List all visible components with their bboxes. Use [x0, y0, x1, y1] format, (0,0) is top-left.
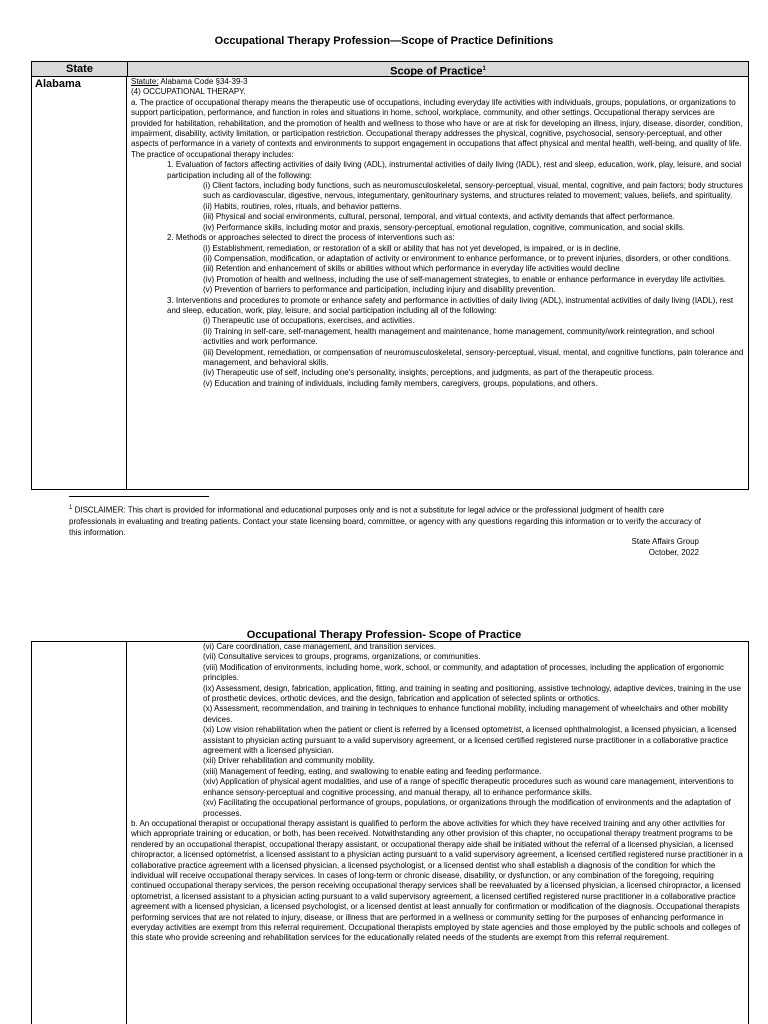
scope-paragraph: (xii) Driver rehabilitation and community mobility. — [203, 756, 375, 766]
state-name: Alabama — [32, 77, 127, 489]
scope-paragraph: (iv) Promotion of health and wellness, including the use of self-management strategies, to enable or enhance performance in everyday life activities. — [203, 274, 726, 284]
scope-paragraph: (iv) Therapeutic use of self, including one's personality, insights, perceptions, and judgments, as part of the therapeutic process. — [203, 368, 655, 378]
scope-paragraph: (v) Prevention of barriers to performance and participation, including injury and disability prevention. — [203, 285, 556, 295]
table-row — [32, 642, 748, 1024]
statute-label: Statute: — [131, 77, 159, 86]
scope-paragraph: b. An occupational therapist or occupational therapy assistant is qualified to perform the above activities for which they have received training and any other activities for which appropriate training or education, or both, has been received. Notwithstanding any other provision of this chapter, no occupational therapy treatment programs to be rendered by an occupational therapist, occupational therapy assistant, or occupational therapy aide shall be initiated without the referral of a licensed physician, a licensed chiropractor, a licensed optometrist, a licensed assistant to a physician acting pursuant to a valid supervisory agreement, a licensed certified registered nurse practitioner in a collaborative practice agreement with a licensed physician, a licensed psychologist, or a licensed dentist who shall establish a diagnosis of the condition for which the individual will receive occupational therapy services. In cases of long-term or chronic disease, disability, or dysfunction, or any combination of the foregoing, requiring continued occupational therapy services, the person receiving occupational therapy services shall be reevaluated by a licensed physician, a licensed chiropractor, a licensed optometrist, a licensed assistant to a physician acting pursuant to a valid supervisory agreement, a licensed certified registered nurse practitioner in a collaborative practice agreement with a licensed physician, a licensed psychologist, or a licensed dentist at least annually for confirmation or modification of the diagnosis. Occupational therapists performing services that are not related to injury, disease, or illness that are performed in a wellness or community setting for the purposes of enhancing performance in everyday activities are exempt from this referral requirement. Occupational therapists employed by state agencies and those employed by the public schools and colleges of this state who provide screening and rehabilitation services for the educationally related needs of the students are exempt from this referral requirement. — [131, 818, 743, 943]
header-scope — [128, 62, 748, 76]
footnote-mark: 1 — [69, 505, 73, 511]
footnote-ref: 1 — [482, 66, 486, 72]
scope-paragraph: a. The practice of occupational therapy means the therapeutic use of occupations, including everyday life activities with individuals, groups, populations, or organizations to support participation, performance, and function in roles and situations in home, school, workplace, community, and other settings. Occupational therapy services are provided for habilitation, rehabilitation, and the promotion of health and wellness to those who have or are at risk for developing an illness, injury, disease, disorder, condition, impairment, disability, activity limitation, or participation restriction. Occupational therapy addresses the physical, cognitive, psychosocial, sensory-perceptual, and other aspects of performance in a variety of contexts and environments to support engagement in occupations that affect physical and mental health, well-being, and quality of life. The practice of occupational therapy includes: — [131, 97, 743, 159]
scope-paragraph: (iii) Development, remediation, or compensation of neuromusculoskeletal, sensory-perceptual, visual, mental, and cognitive functions, pain tolerance and management, and behavioral skills. — [203, 347, 744, 367]
statute-citation: Alabama Code §34-39-3 — [158, 77, 248, 86]
scope-text — [127, 642, 748, 1024]
scope-paragraph: (4) OCCUPATIONAL THERAPY. — [131, 87, 246, 97]
scope-paragraph: (i) Establishment, remediation, or restoration of a skill or ability that has not yet developed, is impaired, or is in decline. — [203, 243, 621, 253]
scope-paragraph: (xiii) Management of feeding, eating, and swallowing to enable eating and feeding performance. — [203, 766, 542, 776]
disclaimer-footnote — [69, 503, 709, 538]
scope-paragraph: (xi) Low vision rehabilitation when the patient or client is referred by a licensed optometrist, a licensed ophthalmologist, a licensed physician, a licensed assistant to physician acting pursuant to a valid supervisory agreement, or a licensed certified registered nurse practitioner in a collaborative practice agreement with a licensed physician. — [203, 725, 737, 756]
scope-paragraph: (vi) Care coordination, case management, and transition services. — [203, 642, 436, 651]
footnote-divider — [69, 496, 209, 497]
scope-paragraph: 3. Interventions and procedures to promote or enhance safety and performance in activities of daily living (ADL), instrumental activities of daily living (IADL), rest and sleep, education, work, play, leisure, and social participation including all of the following: — [167, 295, 734, 315]
scope-paragraph: (ii) Habits, routines, roles, rituals, and behavior patterns. — [203, 201, 402, 211]
disclaimer-text: DISCLAIMER: This chart is provided for informational and educational purposes only and is not a substitute for legal advice or the professional judgment of health care professionals in evaluating and treating patients. Contact your state licensing board, committee, or agency with any questions regarding this information or to verify the accuracy of this information. — [69, 505, 701, 537]
state-cell-empty — [32, 642, 127, 1024]
header-state: State — [32, 62, 128, 76]
signature-org: State Affairs Group — [631, 537, 699, 546]
table-row — [32, 77, 748, 489]
scope-paragraph: (iii) Physical and social environments, cultural, personal, temporal, and virtual contexts, and activity demands that affect performance. — [203, 212, 675, 222]
scope-paragraph: (vii) Consultative services to groups, programs, organizations, or communities. — [203, 652, 481, 662]
scope-paragraph: (xv) Facilitating the occupational performance of groups, populations, or organizations through the modification of environments and the adaptation of processes. — [203, 798, 731, 818]
statute-line — [131, 77, 744, 87]
scope-paragraph: 2. Methods or approaches selected to direct the process of interventions such as: — [167, 233, 455, 243]
scope-paragraph: (x) Assessment, recommendation, and training in techniques to enhance functional mobility, including management of wheelchairs and other mobility devices. — [203, 704, 729, 724]
table-header — [32, 62, 748, 77]
scope-text — [127, 77, 748, 489]
scope-paragraph: (iii) Retention and enhancement of skills or abilities without which performance in everyday life activities would decline — [203, 264, 620, 274]
scope-paragraph: 1. Evaluation of factors affecting activities of daily living (ADL), instrumental activities of daily living (IADL), rest and sleep, education, work, play, leisure, and social participation including all of the following: — [167, 160, 742, 180]
page-title: Occupational Therapy Profession—Scope of Practice Definitions — [214, 35, 554, 47]
signature-date: October, 2022 — [648, 548, 699, 557]
scope-paragraph: (i) Client factors, including body functions, such as neuromusculoskeletal, sensory-perceptual, visual, mental, cognitive, and pain factors; body structures such as cardiovascular, digestive, nervous, integumentary, genitourinary systems, and structures related to movement; values, beliefs, and spirituality. — [203, 181, 743, 201]
scope-paragraph: (ii) Compensation, modification, or adaptation of activity or environment to enhance performance, or to prevent injuries, disorders, or other conditions. — [203, 253, 731, 263]
scope-paragraph: (viii) Modification of environments, including home, work, school, or community, and adaptation of processes, including the application of ergonomic principles. — [203, 662, 725, 683]
scope-paragraph: (ix) Assessment, design, fabrication, application, fitting, and training in seating and positioning, assistive technology, adaptive devices, training in the use of prosthetic devices, orthotic devices, and the design, fabrication and application of selected splints or orthotics. — [203, 683, 741, 704]
scope-table — [31, 61, 749, 490]
page-title-2: Occupational Therapy Profession- Scope of Practice — [246, 629, 522, 641]
scope-paragraph: (ii) Training in self-care, self-management, health management and maintenance, home management, community/work reintegration, and school activities and work performance. — [203, 326, 715, 347]
signature-block — [632, 536, 699, 558]
header-scope-label: Scope of Practice — [390, 65, 483, 78]
scope-paragraph: (xiv) Application of physical agent modalities, and use of a range of specific therapeutic procedures such as wound care management, interventions to enhance sensory-perceptual and cognitive processing, and manual therapy, all to enhance performance skills. — [203, 777, 734, 797]
scope-paragraph: (i) Therapeutic use of occupations, exercises, and activities. — [203, 316, 415, 326]
scope-paragraph: (v) Education and training of individuals, including family members, caregivers, groups, populations, and others. — [203, 378, 598, 388]
scope-paragraph: (iv) Performance skills, including motor and praxis, sensory-perceptual, emotional regulation, cognitive, communication, and social skills. — [203, 222, 685, 232]
scope-table-continued — [31, 641, 749, 1024]
